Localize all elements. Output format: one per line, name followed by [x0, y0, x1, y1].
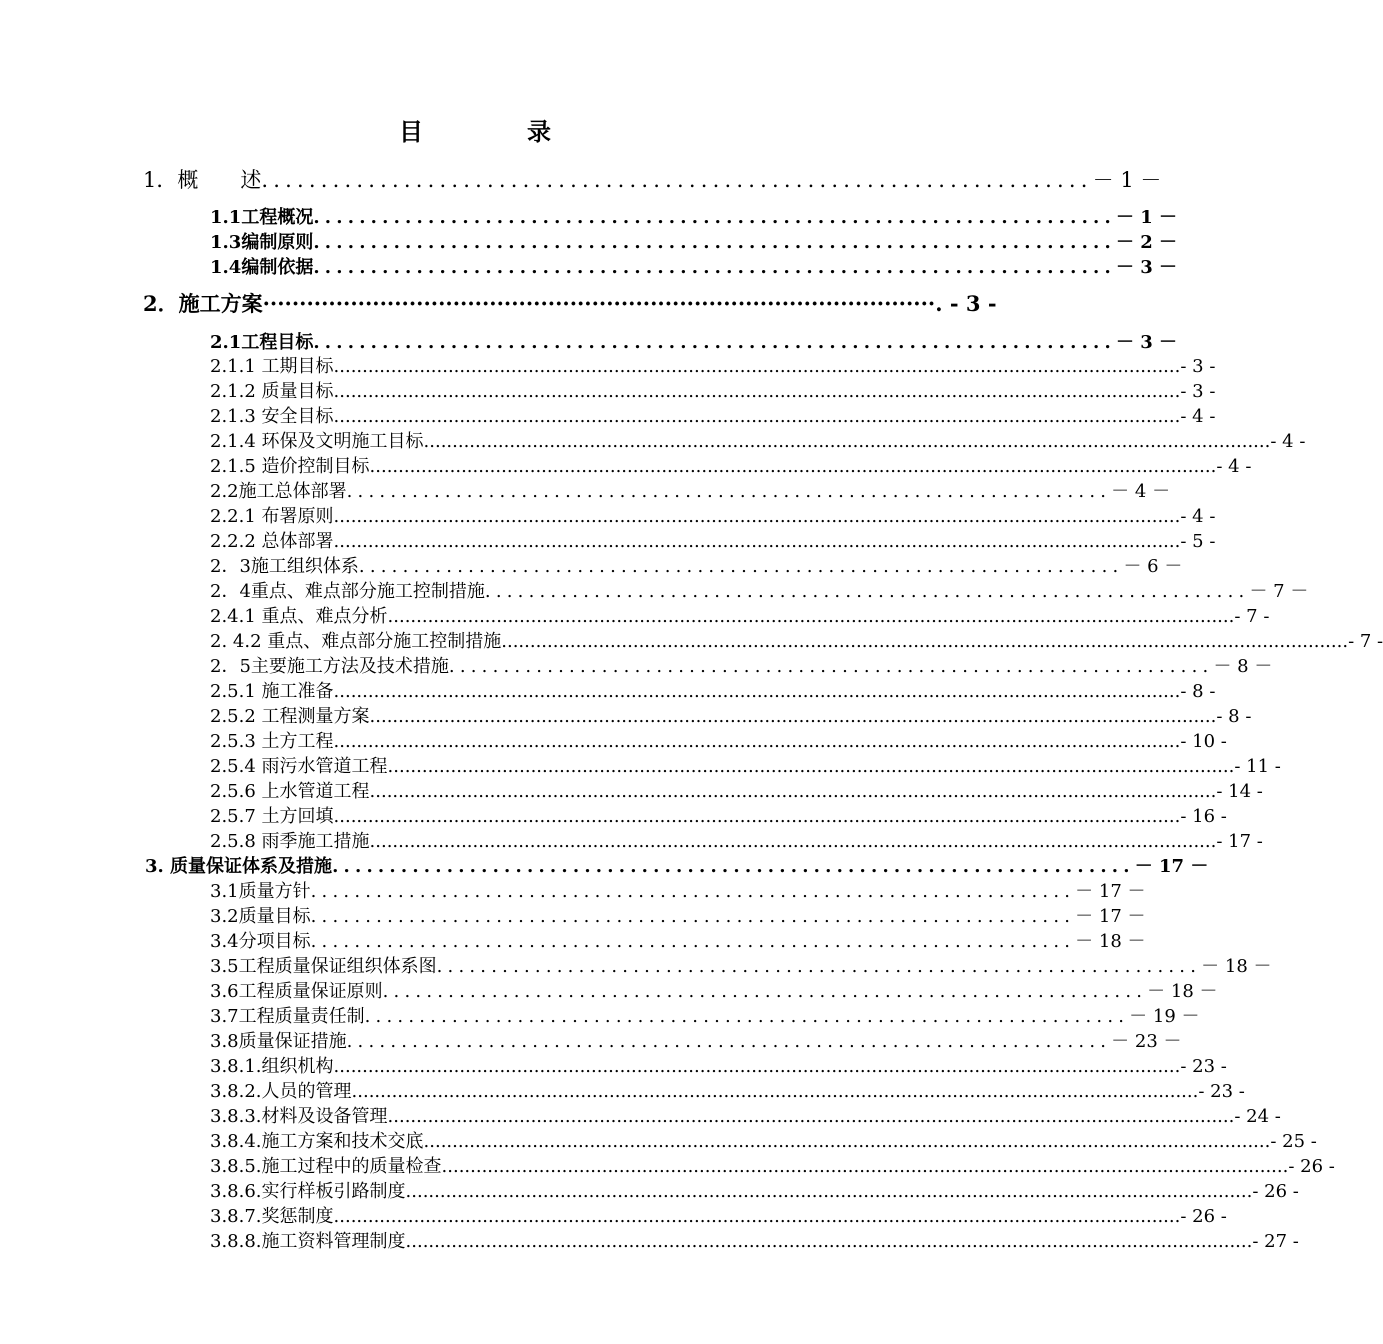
toc-entry[interactable]: [210, 727, 1227, 753]
toc-leader-dots: ......................................................................: [436, 956, 1202, 977]
toc-entry-page: - 3 -: [1180, 381, 1216, 402]
toc-entry[interactable]: [210, 502, 1216, 528]
toc-entry-page: - 23 -: [1198, 1081, 1245, 1102]
toc-entry-label: 2.2施工总体部署: [210, 481, 347, 502]
toc-entry[interactable]: [210, 1002, 1200, 1028]
toc-entry-page: － 18 －: [1201, 956, 1272, 977]
toc-entry-label: 2．施工方案: [143, 291, 263, 316]
toc-entry[interactable]: [143, 288, 997, 318]
toc-entry-page: － 3 －: [1116, 332, 1178, 353]
toc-entry[interactable]: [210, 952, 1272, 978]
toc-leader-dots: ......................................................................: [310, 881, 1076, 902]
toc-entry[interactable]: [145, 852, 1209, 878]
toc-leader-dots: ....................................................................................................................................................: [405, 1181, 1253, 1202]
toc-entry-label: 3.7工程质量责任制: [210, 1006, 365, 1027]
toc-leader-dots: ....................................................................................................................................................: [351, 1081, 1199, 1102]
toc-entry-label: 3.8.4.施工方案和技术交底: [210, 1131, 424, 1152]
toc-entry-label: 2．4重点、难点部分施工控制措施: [210, 581, 485, 602]
toc-entry-page: - 4 -: [1216, 456, 1252, 477]
toc-entry-label: 2.5.1 施工准备: [210, 681, 334, 702]
toc-entry-label: 2.1.4 环保及文明施工目标: [210, 431, 424, 452]
toc-leader-dots: ......................................................................: [364, 1006, 1130, 1027]
toc-leader-dots: ....................................................................................................................................................: [333, 506, 1181, 527]
toc-entry-label: 1．概 述: [143, 168, 262, 192]
toc-leader-dots: ......................................................................: [484, 581, 1250, 602]
toc-entry-page: － 3 －: [1116, 257, 1178, 278]
toc-entry[interactable]: [210, 352, 1216, 378]
toc-entry-label: 2．5主要施工方法及技术措施: [210, 656, 449, 677]
toc-leader-dots: ....................................................................................................................................................: [423, 1131, 1271, 1152]
toc-entry[interactable]: [210, 602, 1270, 628]
toc-entry[interactable]: [210, 203, 1178, 229]
toc-entry[interactable]: [210, 377, 1216, 403]
toc-entry-label: 2.4.1 重点、难点分析: [210, 606, 388, 627]
toc-leader-dots: ····························································································: [262, 291, 936, 316]
toc-leader-dots: ....................................................................................................................................................: [369, 456, 1217, 477]
toc-entry-label: 2.1.5 造价控制目标: [210, 456, 370, 477]
toc-entry[interactable]: [210, 652, 1273, 678]
toc-entry-label: 3.8.7.奖惩制度: [210, 1206, 334, 1227]
toc-entry-page: － 2 －: [1116, 232, 1178, 253]
toc-entry[interactable]: [210, 477, 1171, 503]
toc-entry-page: - 7 -: [1234, 606, 1270, 627]
toc-entry-label: 3.8质量保证措施: [210, 1031, 347, 1052]
toc-leader-dots: ......................................................................: [310, 931, 1076, 952]
toc-leader-dots: ....................................................................................................................................................: [333, 1206, 1181, 1227]
toc-entry-page: － 17 －: [1075, 906, 1146, 927]
toc-entry[interactable]: [210, 253, 1178, 279]
toc-entry-page: - 23 -: [1180, 1056, 1227, 1077]
toc-entry[interactable]: [210, 877, 1146, 903]
toc-entry-label: 3.8.8.施工资料管理制度: [210, 1231, 406, 1252]
toc-entry-page: - 5 -: [1180, 531, 1216, 552]
toc-entry[interactable]: [210, 752, 1281, 778]
toc-leader-dots: ....................................................................................................................................................: [369, 706, 1217, 727]
toc-entry[interactable]: [210, 1177, 1299, 1203]
toc-entry-label: 2.5.2 工程测量方案: [210, 706, 370, 727]
toc-entry-label: 2.5.8 雨季施工措施: [210, 831, 370, 852]
toc-entry[interactable]: [210, 627, 1383, 653]
toc-entry-page: - 7 -: [1348, 631, 1383, 652]
toc-entry[interactable]: [210, 1202, 1227, 1228]
toc-leader-dots: ......................................................................: [358, 556, 1124, 577]
toc-entry[interactable]: [210, 402, 1216, 428]
toc-entry[interactable]: [210, 827, 1263, 853]
toc-leader-dots: ....................................................................................................................................................: [333, 1056, 1181, 1077]
page-title: 目 录: [399, 117, 591, 146]
toc-entry-page: - 17 -: [1216, 831, 1263, 852]
toc-entry-page: － 7 －: [1249, 581, 1309, 602]
toc-entry[interactable]: [210, 702, 1252, 728]
toc-entry[interactable]: [210, 1027, 1182, 1053]
toc-entry-label: 3.1质量方针: [210, 881, 311, 902]
toc-entry-label: 3.8.3.材料及设备管理: [210, 1106, 388, 1127]
toc-entry-label: 3. 质量保证体系及措施: [145, 856, 333, 877]
toc-leader-dots: ....................................................................................................................................................: [501, 631, 1349, 652]
toc-entry-page: - 10 -: [1180, 731, 1227, 752]
toc-entry-label: 2.5.6 上水管道工程: [210, 781, 370, 802]
toc-entry-label: 1.4编制依据: [210, 257, 314, 278]
toc-leader-dots: ......................................................................: [313, 257, 1116, 278]
toc-entry-label: 2.1.1 工期目标: [210, 356, 334, 377]
toc-entry[interactable]: [143, 164, 1162, 194]
toc-leader-dots: ......................................................................: [313, 332, 1116, 353]
toc-leader-dots: ......................................................................: [382, 981, 1148, 1002]
toc-entry-label: 2. 4.2 重点、难点部分施工控制措施: [210, 631, 502, 652]
toc-entry-page: - 27 -: [1252, 1231, 1299, 1252]
toc-entry-label: 2.1.3 安全目标: [210, 406, 334, 427]
toc-leader-dots: ....................................................................................................................................................: [333, 681, 1181, 702]
toc-leader-dots: ....................................................................................................................................................: [387, 756, 1235, 777]
toc-entry-page: － 18 －: [1147, 981, 1218, 1002]
toc-entry-label: 2.5.3 土方工程: [210, 731, 334, 752]
toc-leader-dots: ......................................................................: [448, 656, 1214, 677]
toc-entry-label: 1.3编制原则: [210, 232, 314, 253]
toc-entry-page: － 1 －: [1092, 168, 1162, 192]
toc-entry-page: - 8 -: [1216, 706, 1252, 727]
toc-leader-dots: ......................................................................: [332, 856, 1135, 877]
toc-entry-label: 2.1.2 质量目标: [210, 381, 334, 402]
toc-entry-page: - 26 -: [1288, 1156, 1335, 1177]
toc-entry-page: － 19 －: [1129, 1006, 1200, 1027]
toc-entry-label: 3.8.6.实行样板引路制度: [210, 1181, 406, 1202]
toc-entry-page: - 16 -: [1180, 806, 1227, 827]
toc-entry[interactable]: [210, 427, 1306, 453]
toc-entry[interactable]: [210, 677, 1216, 703]
toc-entry-label: 2.5.7 土方回填: [210, 806, 334, 827]
toc-entry-label: 3.8.1.组织机构: [210, 1056, 334, 1077]
toc-leader-dots: ......................................................................: [310, 906, 1076, 927]
toc-leader-dots: ......................................................................: [313, 232, 1116, 253]
toc-entry[interactable]: [210, 977, 1218, 1003]
toc-entry-label: 3.5工程质量保证组织体系图: [210, 956, 437, 977]
toc-leader-dots: ....................................................................................................................................................: [333, 381, 1181, 402]
toc-entry-page: － 17 －: [1075, 881, 1146, 902]
toc-entry-label: 1.1工程概况: [210, 207, 314, 228]
toc-entry-page: － 18 －: [1075, 931, 1146, 952]
toc-leader-dots: ....................................................................................................................................................: [333, 731, 1181, 752]
toc-entry-label: 2．3施工组织体系: [210, 556, 359, 577]
toc-entry-page: - 11 -: [1234, 756, 1281, 777]
toc-entry[interactable]: [210, 1102, 1281, 1128]
toc-leader-dots: ....................................................................................................................................................: [423, 431, 1271, 452]
toc-leader-dots: ....................................................................................................................................................: [369, 781, 1217, 802]
toc-entry[interactable]: [210, 577, 1309, 603]
toc-entry-page: - 25 -: [1270, 1131, 1317, 1152]
toc-leader-dots: ......................................................................: [261, 168, 1093, 192]
toc-entry-page: － 8 －: [1213, 656, 1273, 677]
toc-entry-label: 3.8.2.人员的管理: [210, 1081, 352, 1102]
toc-entry[interactable]: [210, 1052, 1227, 1078]
toc-entry-label: 2.1工程目标: [210, 332, 314, 353]
toc-entry[interactable]: [210, 552, 1183, 578]
toc-leader-dots: ....................................................................................................................................................: [333, 356, 1181, 377]
toc-entry-page: - 3 -: [1180, 356, 1216, 377]
toc-leader-dots: ....................................................................................................................................................: [369, 831, 1217, 852]
toc-leader-dots: ......................................................................: [346, 481, 1112, 502]
toc-entry[interactable]: [210, 1227, 1299, 1253]
toc-leader-dots: ....................................................................................................................................................: [387, 1106, 1235, 1127]
toc-entry[interactable]: [210, 527, 1216, 553]
toc-entry-page: － 1 －: [1116, 207, 1178, 228]
toc-leader-dots: ......................................................................: [346, 1031, 1112, 1052]
toc-entry[interactable]: [210, 1152, 1335, 1178]
toc-leader-dots: ....................................................................................................................................................: [441, 1156, 1289, 1177]
toc-entry[interactable]: [210, 802, 1227, 828]
toc-entry-page: - 8 -: [1180, 681, 1216, 702]
toc-entry[interactable]: [210, 927, 1146, 953]
toc-leader-dots: ....................................................................................................................................................: [405, 1231, 1253, 1252]
toc-entry-label: 3.8.5.施工过程中的质量检查: [210, 1156, 442, 1177]
toc-entry-page: - 26 -: [1180, 1206, 1227, 1227]
toc-leader-dots: ....................................................................................................................................................: [387, 606, 1235, 627]
toc-entry[interactable]: [210, 328, 1178, 354]
toc-entry-page: - 24 -: [1234, 1106, 1281, 1127]
toc-entry-page: － 4 －: [1111, 481, 1171, 502]
toc-entry-page: － 6 －: [1123, 556, 1183, 577]
toc-entry-page: . - 3 -: [935, 291, 997, 316]
toc-entry-label: 3.2质量目标: [210, 906, 311, 927]
toc-entry-page: - 14 -: [1216, 781, 1263, 802]
toc-entry[interactable]: [210, 1127, 1317, 1153]
toc-entry-page: - 4 -: [1180, 406, 1216, 427]
toc-leader-dots: ....................................................................................................................................................: [333, 531, 1181, 552]
toc-entry[interactable]: [210, 228, 1178, 254]
toc-entry-label: 2.5.4 雨污水管道工程: [210, 756, 388, 777]
toc-leader-dots: ......................................................................: [313, 207, 1116, 228]
toc-leader-dots: ....................................................................................................................................................: [333, 406, 1181, 427]
toc-entry-label: 3.4分项目标: [210, 931, 311, 952]
toc-entry-page: - 26 -: [1252, 1181, 1299, 1202]
toc-entry-page: - 4 -: [1180, 506, 1216, 527]
toc-entry-label: 2.2.2 总体部署: [210, 531, 334, 552]
toc-entry-page: － 23 －: [1111, 1031, 1182, 1052]
toc-entry[interactable]: [210, 777, 1263, 803]
toc-entry-label: 2.2.1 布署原则: [210, 506, 334, 527]
toc-leader-dots: ....................................................................................................................................................: [333, 806, 1181, 827]
toc-entry-page: - 4 -: [1270, 431, 1306, 452]
toc-entry-label: 3.6工程质量保证原则: [210, 981, 383, 1002]
toc-entry[interactable]: [210, 902, 1146, 928]
toc-entry[interactable]: [210, 452, 1252, 478]
toc-entry-page: － 17 －: [1134, 856, 1209, 877]
toc-entry[interactable]: [210, 1077, 1245, 1103]
